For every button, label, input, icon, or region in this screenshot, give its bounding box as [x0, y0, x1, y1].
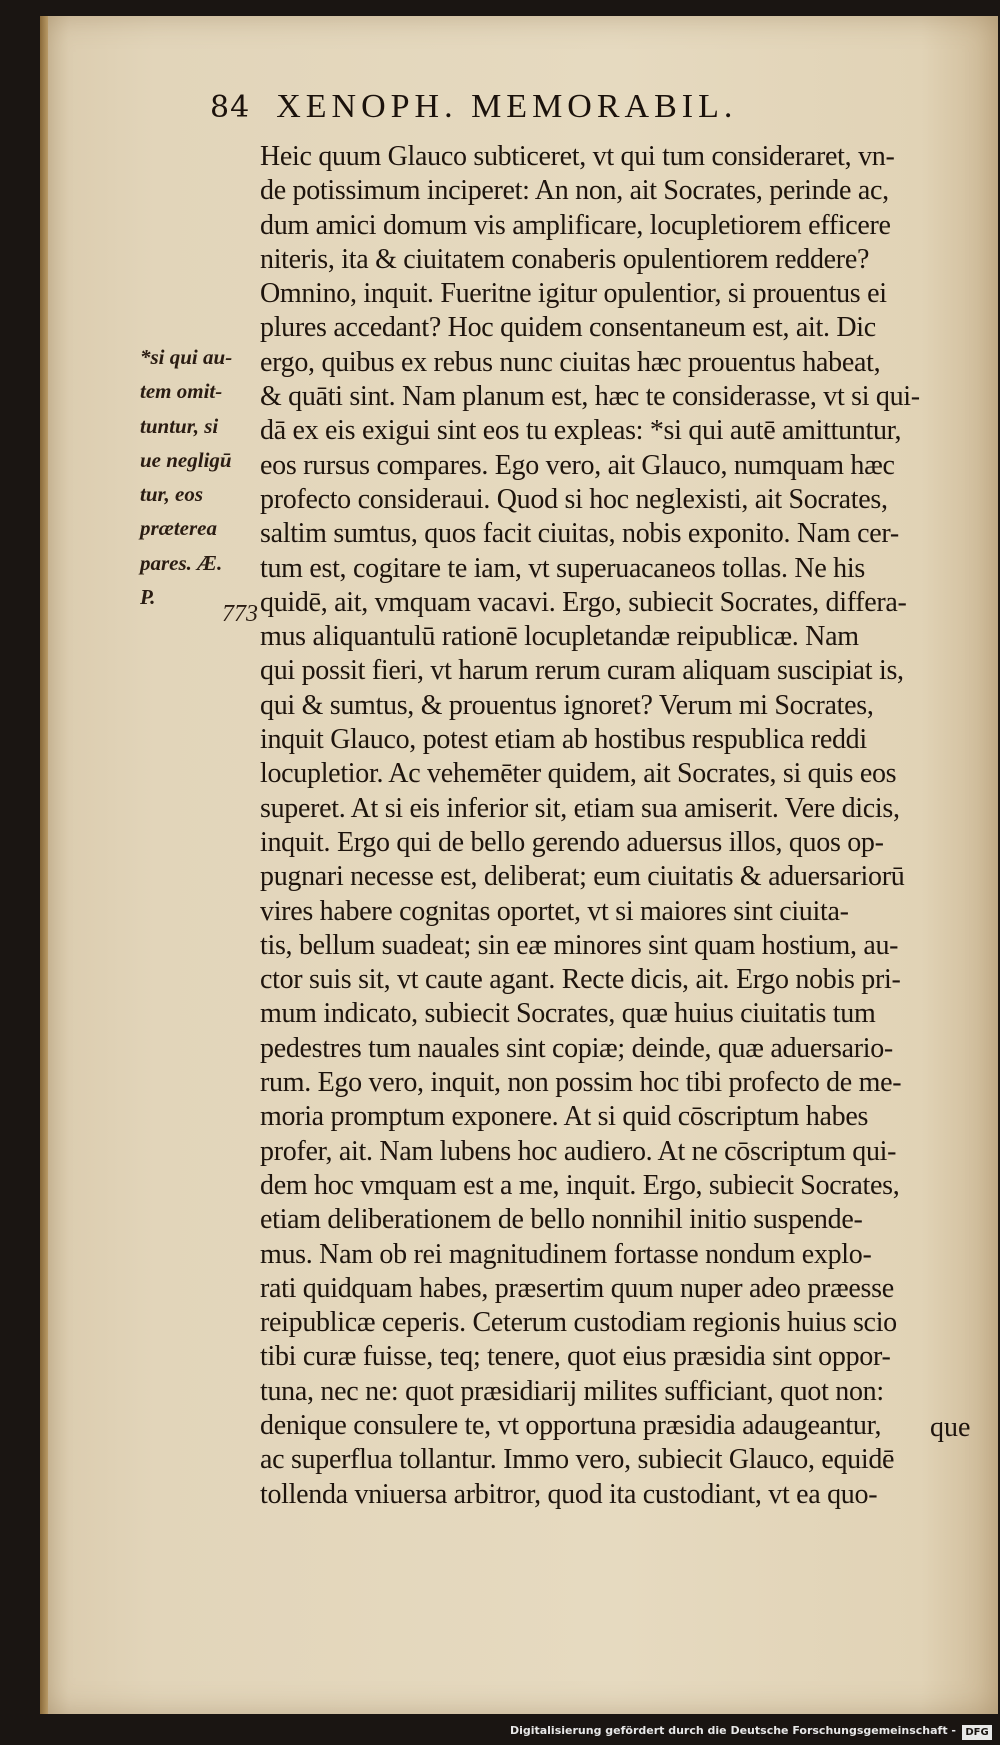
margin-note-line: ue negligū — [140, 447, 232, 472]
text-line: de potissimum inciperet: An non, ait Socrates, perinde ac, — [260, 175, 889, 207]
digitization-credit: Digitalisierung gefördert durch die Deutsche Forschungsgemeinschaft - — [509, 1724, 956, 1737]
text-line: reipublicæ ceperis. Ceterum custodiam regionis huius scio — [260, 1307, 897, 1339]
text-line: dem hoc vmquam est a me, inquit. Ergo, subiecit Socrates, — [260, 1169, 900, 1201]
margin-note-line: tur, eos — [140, 482, 204, 507]
text-line: tollenda vniuersa arbitror, quod ita custodiant, vt ea quo- — [260, 1478, 878, 1510]
text-line: tuna, nec ne: quot præsidiarij milites sufficiant, quot non: — [260, 1375, 884, 1407]
text-line: quidē, ait, vmquam vacavi. Ergo, subiecit Socrates, differa- — [260, 586, 907, 618]
text-line: tum est, cogitare te iam, vt superuacaneos tollas. Ne his — [260, 552, 865, 584]
text-line: pedestres tum nauales sint copiæ; deinde, quæ aduersario- — [260, 1032, 893, 1064]
margin-note — [140, 340, 258, 614]
text-line: niteris, ita & ciuitatem conaberis opulentiorem reddere? — [260, 243, 870, 275]
text-line: pugnari necesse est, deliberat; eum ciuitatis & aduersariorū — [260, 861, 905, 893]
text-line: profecto consideraui. Quod si hoc neglexisti, ait Socrates, — [260, 483, 888, 515]
body-text — [260, 140, 970, 1512]
text-line: plures accedant? Hoc quidem consentaneum est, ait. Dic — [260, 312, 876, 344]
text-line: etiam deliberationem de bello nonnihil initio suspende- — [260, 1204, 863, 1236]
text-line: rum. Ego vero, inquit, non possim hoc tibi profecto de me- — [260, 1067, 902, 1099]
text-line: superet. At si eis inferior sit, etiam sua amiserit. Vere dicis, — [260, 792, 900, 824]
text-line: vires habere cognitas oportet, vt si maiores sint ciuita- — [260, 895, 849, 927]
text-line: & quāti sint. Nam planum est, hæc te considerasse, vt si qui- — [260, 381, 920, 413]
text-line: ac superflua tollantur. Immo vero, subiecit Glauco, equidē — [260, 1444, 895, 1476]
text-line: denique consulere te, vt opportuna præsidia adaugeantur, — [260, 1409, 882, 1441]
text-line: qui & sumtus, & prouentus ignoret? Verum mi Socrates, — [260, 689, 874, 721]
text-line: eos rursus compares. Ego vero, ait Glauco, numquam hæc — [260, 449, 895, 481]
text-line: dum amici domum vis amplificare, locupletiorem efficere — [260, 209, 891, 241]
margin-note-line: *si qui au- — [140, 345, 233, 369]
text-line: mus aliquantulū rationē locupletandæ reipublicæ. Nam — [260, 621, 859, 653]
text-line: inquit Glauco, potest etiam ab hostibus respublica reddi — [260, 724, 867, 756]
text-line: mum indicato, subiecit Socrates, quæ huius ciuitatis tum — [260, 998, 876, 1030]
text-line: qui possit fieri, vt harum rerum curam aliquam suscipiat is, — [260, 655, 904, 687]
margin-note-line: tuntur, si — [140, 413, 219, 438]
margin-note-line: præterea — [140, 516, 217, 541]
margin-note-line: P. — [140, 585, 156, 610]
text-line: Omnino, inquit. Fueritne igitur opulentior, si prouentus ei — [260, 278, 887, 310]
binding-edge — [40, 16, 48, 1714]
text-line: rati quidquam habes, præsertim quum nuper adeo præesse — [260, 1272, 894, 1304]
text-line: tibi curæ fuisse, teq; tenere, quot eius præsidia sint oppor- — [260, 1341, 891, 1373]
margin-note-line: pares. Æ. — [140, 550, 223, 575]
footer-bar — [0, 1722, 1000, 1745]
catchword: que — [930, 1412, 971, 1443]
text-line: locupletior. Ac vehemēter quidem, ait Socrates, si quis eos — [260, 758, 897, 790]
text-line: dā ex eis exigui sint eos tu expleas: *si qui autē amittuntur, — [260, 415, 902, 447]
running-head: XENOPH. MEMORABIL. — [276, 88, 738, 125]
text-line: ergo, quibus ex rebus nunc ciuitas hæc prouentus habeat, — [260, 346, 881, 378]
text-line: ctor suis sit, vt caute agant. Recte dicis, ait. Ergo nobis pri- — [260, 964, 901, 996]
text-line: inquit. Ergo qui de bello gerendo aduersus illos, quos op- — [260, 826, 884, 858]
margin-line-number: 773 — [222, 601, 258, 627]
text-line: mus. Nam ob rei magnitudinem fortasse nondum explo- — [260, 1238, 872, 1270]
text-line: tis, bellum suadeat; sin eæ minores sint quam hostium, au- — [260, 929, 899, 961]
text-line: moria promptum exponere. At si quid cōscriptum habes — [260, 1101, 869, 1133]
margin-note-line: tem omit- — [140, 379, 223, 404]
text-line: saltim sumtus, quos facit ciuitas, nobis exponito. Nam cer- — [260, 518, 899, 550]
dfg-logo: DFG — [962, 1725, 992, 1740]
text-line: profer, ait. Nam lubens hoc audiero. At ne cōscriptum qui- — [260, 1135, 897, 1167]
page-number: 84 — [210, 90, 251, 125]
text-line: Heic quum Glauco subticeret, vt qui tum consideraret, vn- — [260, 141, 895, 172]
page-header — [210, 88, 910, 132]
